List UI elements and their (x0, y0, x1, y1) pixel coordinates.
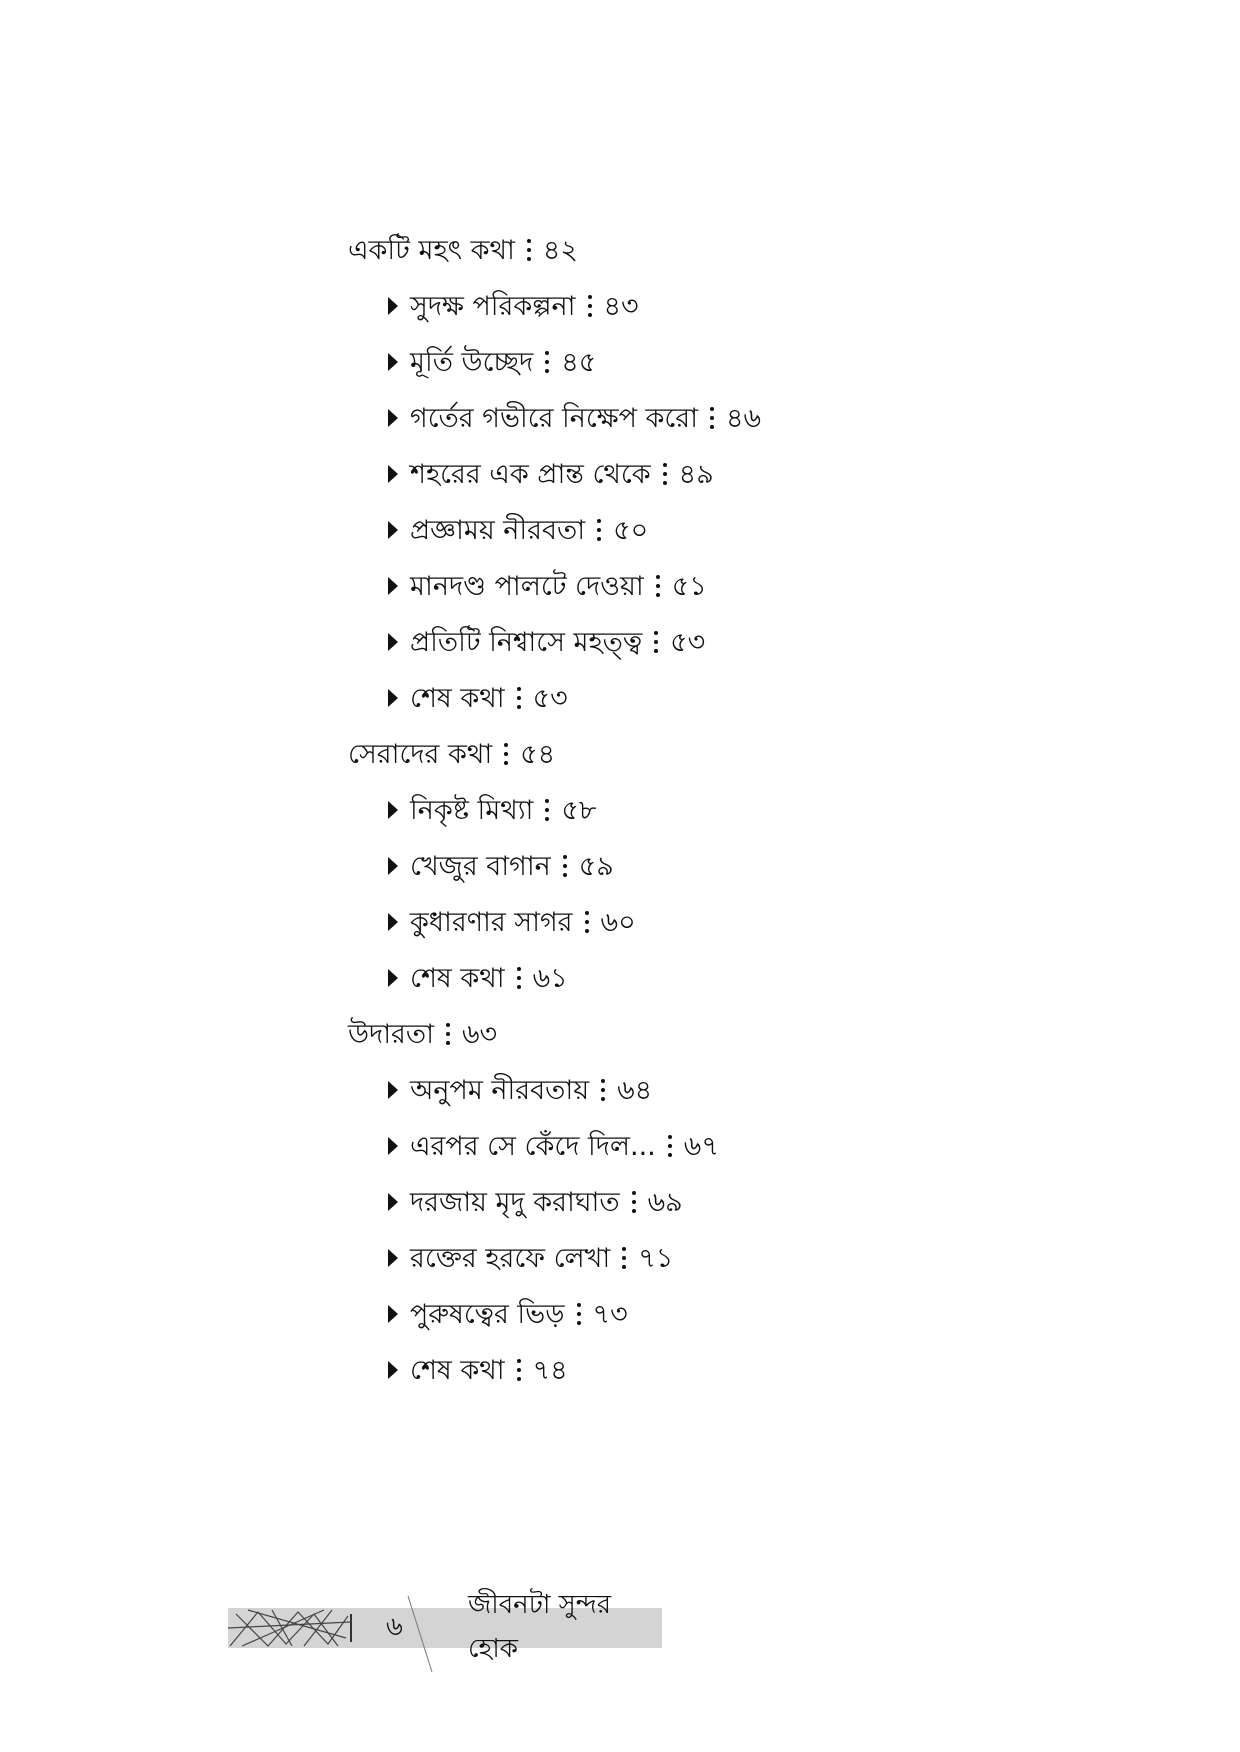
dotted-separator-icon (632, 1191, 636, 1213)
toc-subentry (348, 614, 1048, 670)
toc-entry-title: উদারতা (348, 1018, 434, 1050)
dotted-separator-icon (597, 519, 601, 541)
toc-entry-page: ৫৩ (670, 626, 706, 658)
toc-entry-title: সুদক্ষ পরিকল্পনা (410, 290, 576, 322)
toc-entry-title: গর্তের গভীরে নিক্ষেপ করো (410, 402, 698, 434)
toc-subentry (348, 1342, 1048, 1398)
footer-divider (350, 1614, 352, 1642)
toc-subentry (348, 950, 1048, 1006)
dotted-separator-icon (656, 575, 660, 597)
toc-subentry (348, 1118, 1048, 1174)
toc-entry-page: ৫১ (671, 570, 707, 602)
toc-entry-page: ৪৫ (561, 346, 597, 378)
toc-entry-title: শেষ কথা (410, 1354, 505, 1386)
toc-entry-title: প্রজ্ঞাময় নীরবতা (410, 514, 586, 546)
toc-entry-title: শেষ কথা (410, 682, 505, 714)
toc-entry-page: ৫০ (613, 514, 649, 546)
toc-entry-title: এরপর সে কেঁদে দিল... (410, 1130, 656, 1162)
dotted-separator-icon (710, 407, 714, 429)
triangle-bullet-icon (388, 1081, 398, 1099)
toc-entry-page: ৫৩ (532, 682, 568, 714)
triangle-bullet-icon (388, 689, 398, 707)
toc-entry-page: ৪৩ (603, 290, 639, 322)
toc-entry-title: পুরুষত্বের ভিড় (410, 1298, 565, 1330)
toc-entry-page: ৪৬ (725, 402, 762, 434)
dotted-separator-icon (585, 911, 589, 933)
dotted-separator-icon (517, 967, 521, 989)
toc-entry-page: ৬৪ (617, 1074, 653, 1106)
toc-entry-page: ৪৯ (678, 458, 714, 490)
toc-entry-title: দরজায় মৃদু করাঘাত (410, 1186, 620, 1218)
toc-entry-page: ৬০ (600, 906, 636, 938)
toc-subentry (348, 1174, 1048, 1230)
toc-entry-page: ৭৪ (532, 1354, 568, 1386)
toc-entry-title: প্রতিটি নিশ্বাসে মহত্ত্ব (410, 626, 643, 658)
toc-entry-page: ৬৭ (683, 1130, 719, 1162)
toc-subentry (348, 558, 1048, 614)
dotted-separator-icon (577, 1303, 581, 1325)
toc-entry-title: মূর্তি উচ্ছেদ (410, 346, 534, 378)
toc-subentry (348, 278, 1048, 334)
toc-subentry (348, 670, 1048, 726)
triangle-bullet-icon (388, 633, 398, 651)
triangle-bullet-icon (388, 913, 398, 931)
dotted-separator-icon (527, 239, 531, 261)
toc-entry-page: ৫৯ (578, 850, 614, 882)
toc-chapter (348, 726, 1048, 782)
toc-entry-title: রক্তের হরফে লেখা (410, 1242, 611, 1274)
toc-subentry (348, 1230, 1048, 1286)
dotted-separator-icon (517, 1359, 521, 1381)
toc-entry-title: মানদণ্ড পালটে দেওয়া (410, 570, 644, 602)
toc-entry-title: একটি মহৎ কথা (348, 234, 515, 266)
footer-line-pattern (228, 1608, 350, 1648)
triangle-bullet-icon (388, 577, 398, 595)
toc-subentry (348, 446, 1048, 502)
dotted-separator-icon (504, 743, 508, 765)
toc-subentry (348, 390, 1048, 446)
dotted-separator-icon (517, 687, 521, 709)
toc-entry-title: শেষ কথা (410, 962, 505, 994)
toc-entry-page: ৬৯ (647, 1186, 683, 1218)
toc-entry-page: ৬১ (532, 962, 568, 994)
toc-entry-title: কুধারণার সাগর (410, 906, 573, 938)
toc-entry-title: নিকৃষ্ট মিথ্যা (410, 794, 534, 826)
triangle-bullet-icon (388, 801, 398, 819)
triangle-bullet-icon (388, 409, 398, 427)
dotted-separator-icon (668, 1135, 672, 1157)
triangle-bullet-icon (388, 353, 398, 371)
toc-entry-title: সেরাদের কথা (348, 738, 493, 770)
table-of-contents (348, 222, 1048, 1398)
page-number: ৬ (386, 1612, 403, 1642)
dotted-separator-icon (545, 799, 549, 821)
toc-entry-page: ৫৪ (520, 738, 556, 770)
toc-entry-title: খেজুর বাগান (410, 850, 551, 882)
toc-subentry (348, 334, 1048, 390)
triangle-bullet-icon (388, 1249, 398, 1267)
toc-subentry (348, 838, 1048, 894)
book-title: জীবনটা সুন্দর হোক (468, 1590, 611, 1664)
toc-chapter (348, 222, 1048, 278)
dotted-separator-icon (622, 1247, 626, 1269)
toc-subentry (348, 894, 1048, 950)
dotted-separator-icon (588, 295, 592, 317)
dotted-separator-icon (601, 1079, 605, 1101)
toc-subentry (348, 502, 1048, 558)
toc-subentry (348, 1286, 1048, 1342)
toc-entry-page: ৬৩ (462, 1018, 498, 1050)
triangle-bullet-icon (388, 1137, 398, 1155)
dotted-separator-icon (446, 1023, 450, 1045)
triangle-bullet-icon (388, 1305, 398, 1323)
toc-entry-page: ৭১ (638, 1242, 674, 1274)
toc-subentry (348, 1062, 1048, 1118)
dotted-separator-icon (663, 463, 667, 485)
triangle-bullet-icon (388, 297, 398, 315)
triangle-bullet-icon (388, 1193, 398, 1211)
dotted-separator-icon (545, 351, 549, 373)
dotted-separator-icon (654, 631, 658, 653)
toc-entry-title: শহরের এক প্রান্ত থেকে (410, 458, 651, 490)
toc-entry-page: ৪২ (542, 234, 578, 266)
dotted-separator-icon (563, 855, 567, 877)
toc-subentry (348, 782, 1048, 838)
toc-chapter (348, 1006, 1048, 1062)
toc-entry-page: ৭৩ (592, 1298, 628, 1330)
triangle-bullet-icon (388, 857, 398, 875)
toc-entry-title: অনুপম নীরবতায় (410, 1074, 590, 1106)
triangle-bullet-icon (388, 1361, 398, 1379)
page-footer (228, 1590, 662, 1664)
triangle-bullet-icon (388, 465, 398, 483)
triangle-bullet-icon (388, 969, 398, 987)
triangle-bullet-icon (388, 521, 398, 539)
toc-entry-page: ৫৮ (561, 794, 597, 826)
